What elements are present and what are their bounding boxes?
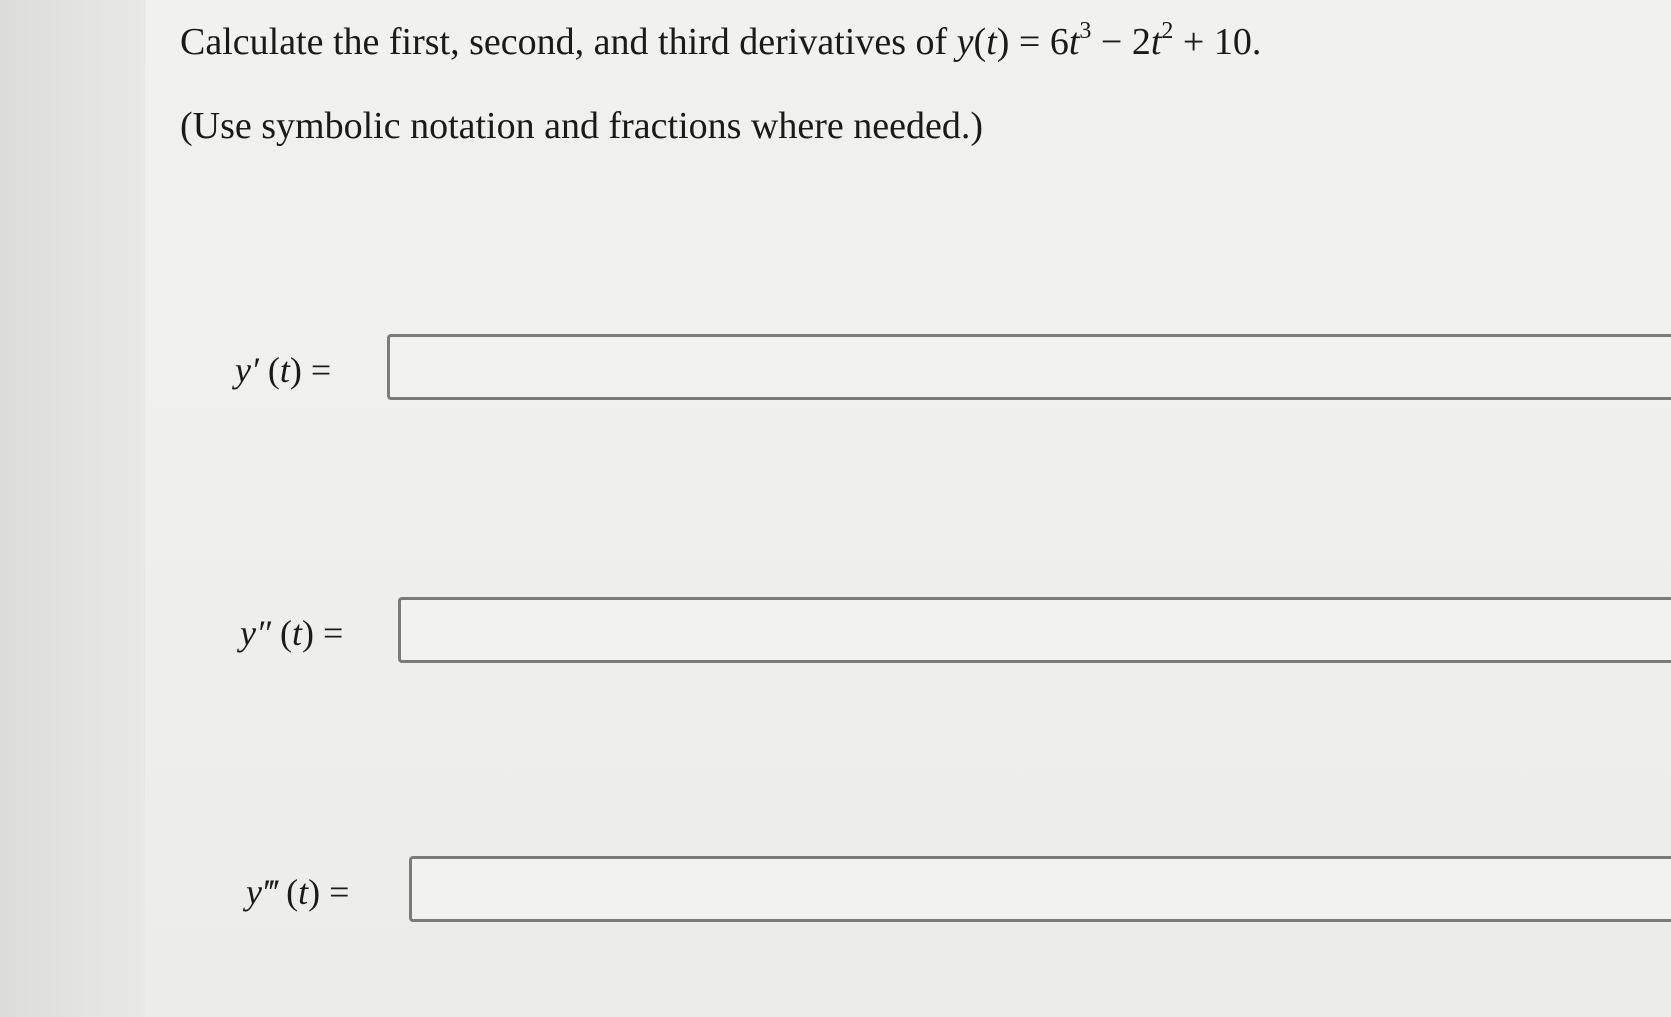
label-var: t: [279, 350, 290, 390]
label-fn: y: [240, 613, 256, 653]
label-close: ) =: [308, 872, 350, 912]
label-var: t: [298, 872, 309, 912]
label-prime: ″: [255, 613, 271, 653]
instruction-text: (Use symbolic notation and fractions where needed.): [180, 105, 984, 147]
second-derivative-input[interactable]: [398, 597, 1671, 663]
question-fn-name: y: [956, 21, 974, 63]
question-prefix: Calculate the first, second, and third derivatives of: [180, 21, 948, 63]
answer-row-second-derivative: [0, 597, 1671, 669]
label-fn: y: [246, 872, 262, 912]
question-text: [180, 16, 1261, 68]
label-open: (: [270, 613, 292, 653]
first-derivative-input[interactable]: [387, 334, 1671, 400]
question-term1-exponent: 3: [1079, 18, 1092, 44]
third-derivative-input[interactable]: [409, 856, 1671, 922]
label-open: (: [277, 872, 299, 912]
question-term1-var: t: [1068, 21, 1080, 63]
answer-row-third-derivative: [0, 856, 1671, 928]
first-derivative-label: [235, 334, 331, 406]
label-var: t: [291, 613, 302, 653]
label-open: (: [258, 350, 280, 390]
label-fn: y: [235, 350, 251, 390]
question-fn-close: ): [996, 21, 1010, 63]
third-derivative-label: [246, 856, 349, 928]
label-prime: ′: [250, 350, 259, 390]
question-fn-var: t: [986, 21, 997, 63]
label-prime: ‴: [261, 872, 278, 912]
answer-row-first-derivative: [0, 334, 1671, 406]
label-close: ) =: [289, 350, 332, 390]
label-close: ) =: [302, 613, 344, 653]
question-term2-var: t: [1150, 21, 1162, 63]
question-term2-exponent: 2: [1161, 18, 1174, 44]
question-fn-open: (: [973, 21, 987, 63]
question-minus: − 2: [1091, 21, 1151, 63]
question-tail: + 10.: [1173, 21, 1262, 63]
question-equals: = 6: [1009, 21, 1069, 63]
second-derivative-label: [240, 597, 343, 669]
